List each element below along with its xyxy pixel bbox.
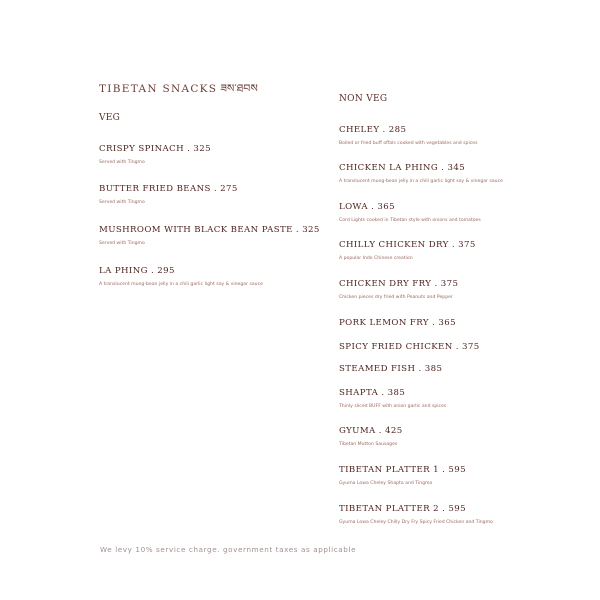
- menu-item: [339, 125, 478, 147]
- item-name: PORK LEMON FRY . 365: [339, 318, 456, 328]
- item-description: Cord Lights cooked in Tibetan style with onions and tomatoes: [339, 218, 481, 223]
- item-name: TIBETAN PLATTER 2 . 595: [339, 504, 467, 514]
- menu-item: [339, 163, 503, 185]
- item-description: Served with Tingmo: [99, 200, 145, 205]
- menu-item: [339, 318, 456, 329]
- menu-item: [99, 266, 263, 288]
- menu-item: [339, 388, 446, 410]
- item-name: LA PHING . 295: [99, 266, 175, 276]
- item-name: GYUMA . 425: [339, 426, 403, 436]
- item-description: Chicken pieces dry fried with Peanuts and Pepper: [339, 295, 453, 300]
- item-name: BUTTER FRIED BEANS . 275: [99, 184, 238, 194]
- item-description: Tibetan Mutton Sausages: [339, 442, 398, 447]
- item-name: SHAPTA . 385: [339, 388, 406, 398]
- menu-item: [99, 225, 320, 247]
- menu-item: [339, 279, 458, 301]
- menu-item: [339, 465, 466, 487]
- menu-item: [339, 426, 403, 448]
- menu-item: [339, 364, 442, 375]
- item-description: A translucent mung-bean jelly in a chili garlic light soy & vinegar sauce: [339, 179, 503, 184]
- menu-item: [99, 184, 238, 206]
- item-name: CHICKEN LA PHING . 345: [339, 163, 466, 173]
- item-name: MUSHROOM WITH BLACK BEAN PASTE . 325: [99, 225, 320, 235]
- service-charge-note: We levy 10% service charge. government taxes as applicable: [100, 545, 357, 554]
- item-name: CRISPY SPINACH . 325: [99, 144, 211, 154]
- menu-title-tibetan: ཟས་ཐབས: [220, 82, 258, 95]
- item-description: Gyuma Lowa Cheley Shapta and Tingmo: [339, 481, 433, 486]
- veg-heading: VEG: [99, 113, 121, 123]
- item-name: CHELEY . 285: [339, 125, 407, 135]
- nonveg-heading: NON VEG: [339, 94, 388, 104]
- item-name: CHICKEN DRY FRY . 375: [339, 279, 459, 289]
- menu-item: [339, 202, 481, 224]
- menu-title-text: TIBETAN SNACKS: [99, 83, 218, 95]
- item-description: Thinly sliced BUFF with onion garlic and spices: [339, 404, 447, 409]
- menu-item: [339, 504, 493, 526]
- menu-title: [99, 76, 258, 107]
- menu-item: [339, 240, 476, 262]
- menu-item: [99, 144, 211, 166]
- item-description: Served with Tingmo: [99, 160, 145, 165]
- item-name: STEAMED FISH . 385: [339, 364, 443, 374]
- item-name: CHILLY CHICKEN DRY . 375: [339, 240, 476, 250]
- item-description: A popular Indo Chinese creation: [339, 256, 413, 261]
- item-name: LOWA . 365: [339, 202, 395, 212]
- item-description: A translucent mung-bean jelly in a chili garlic light soy & vinegar sauce: [99, 282, 263, 287]
- item-description: Served with Tingmo: [99, 241, 145, 246]
- item-description: Gyuma Lowa Cheley Chilly Dry Fry Spicy Fried Chicken and Tingmo: [339, 520, 493, 525]
- item-description: Boiled or fried buff offals cooked with vegetables and spices: [339, 141, 478, 146]
- item-name: TIBETAN PLATTER 1 . 595: [339, 465, 467, 475]
- item-name: SPICY FRIED CHICKEN . 375: [339, 342, 480, 352]
- menu-item: [339, 342, 480, 353]
